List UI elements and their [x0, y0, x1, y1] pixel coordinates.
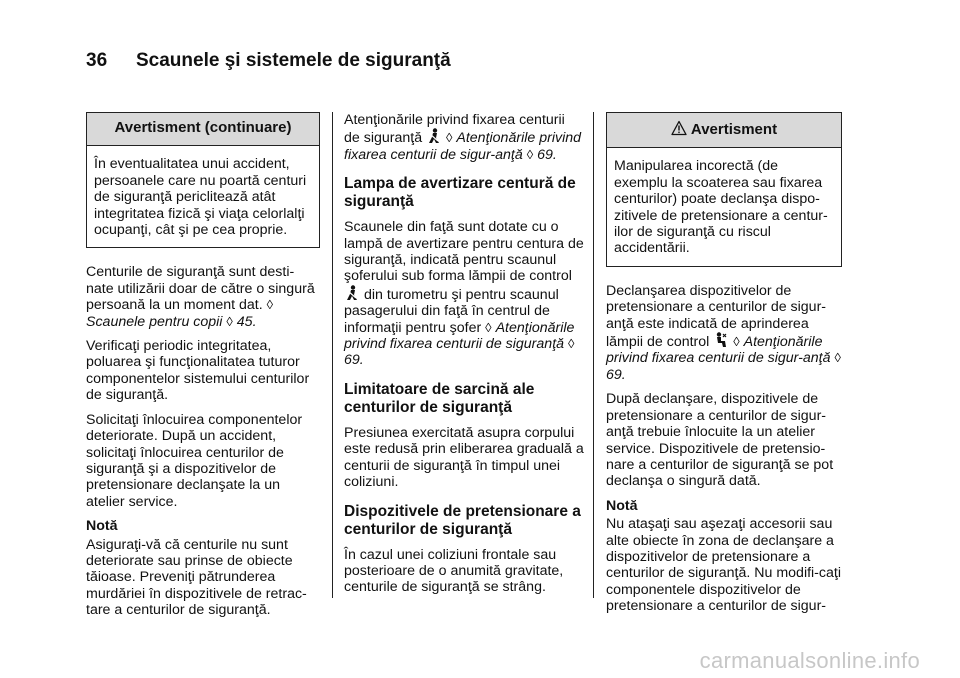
cross-reference-link[interactable]: Scaunele pentru copii [86, 313, 223, 330]
reference-icon: ◊ [733, 334, 740, 350]
paragraph: Declanşarea dispozitivelor de pretensionare a centurilor de sigur-anţă este indicată de aprinderea lămpii de control ◊ Atenţionările privind fixarea centurii de sigur-anţă ◊ 69. [606, 282, 841, 383]
note-text: Asiguraţi-vă că centurile nu sunt deteriorate sau prinse de obiecte tăioase. Preveniţi pătrunderea murdăriei în dispozitivele de retrac-tare a centurilor de siguranţă. [86, 536, 307, 619]
reference-icon: ◊ [526, 146, 534, 162]
reference-icon: ◊ [446, 130, 453, 146]
page-header [86, 50, 451, 72]
warning-title: Avertisment (continuare) [87, 113, 319, 146]
reference-icon: ◊ [485, 319, 492, 335]
warning-box-continued [86, 112, 320, 248]
note-label: Notă [86, 518, 118, 535]
paragraph: Centurile de siguranţă sunt desti-nate utilizării doar de către o singură persoană la un moment dat. ◊ Scaunele pentru copii ◊ 45. [86, 264, 315, 330]
page-reference[interactable]: 69 [537, 146, 553, 163]
section-heading: Lampa de avertizare centură de siguranţă [344, 175, 576, 211]
warning-box [606, 112, 842, 267]
column-divider [593, 112, 594, 598]
seatbelt-reminder-icon [428, 128, 440, 144]
paragraph: Scaunele din faţă sunt dotate cu o lampă de avertizare pentru centura de siguranţă, indicată pentru scaunul şoferului sub forma lămpii de control din turometru şi pentru scaunul pasagerului din faţă în centrul de informaţii pentru şofer ◊ Atenţionările privind fixarea centurii de siguranţă ◊ 69. [344, 219, 584, 369]
page-reference[interactable]: 69 [344, 352, 360, 369]
column-divider [332, 112, 333, 598]
reference-icon: ◊ [567, 336, 575, 352]
reference-icon: ◊ [266, 297, 274, 313]
reference-icon: ◊ [226, 313, 233, 329]
note-label: Notă [606, 497, 638, 514]
warning-header [607, 113, 841, 148]
cross-reference-link[interactable]: Atenţionările privind fixarea centurii de siguranţă [344, 319, 575, 353]
section-heading: Dispozitivele de pretensionare a centurilor de siguranţă [344, 502, 581, 538]
paragraph: Verificaţi periodic integritatea, poluarea şi funcţionalitatea tuturor componentelor sistemului centurilor de siguranţă. [86, 338, 310, 404]
column-1 [86, 112, 320, 627]
paragraph: După declanşare, dispozitivele de pretensionare a centurilor de sigur-anţă trebuie înlocuite la un atelier service. Dispozitivele de pretensio-nare a centurilor de siguranţă se pot declanşa o singură dată. [606, 391, 834, 490]
page-number: 36 [86, 50, 108, 71]
paragraph: Atenţionările privind fixarea centurii de siguranţă ◊ Atenţionările privind fixarea centurii de sigur-anţă ◊ 69. [344, 112, 581, 163]
reference-icon: ◊ [834, 350, 841, 366]
page-reference[interactable]: 69 [606, 366, 622, 383]
section-heading: Limitatoare de sarcină ale centurilor de siguranţă [344, 380, 535, 416]
page-reference[interactable]: 45 [236, 313, 253, 330]
paragraph: Presiunea exercitată asupra corpului este redusă prin eliberarea graduală a centurii de siguranţă în timpul unei coliziuni. [344, 424, 584, 491]
paragraph: Solicitaţi înlocuirea componentelor deteriorate. După un accident, solicitaţi înlocuirea centurilor de siguranţă şi a dispozitivelor de pretensionare declanşate la un atelier service. [86, 411, 303, 510]
cross-reference-link[interactable]: Atenţionările privind fixarea centurii de sigur-anţă [344, 130, 581, 163]
watermark: carmanualsonline.info [699, 648, 920, 673]
warning-triangle-icon [671, 120, 687, 136]
cross-reference-link[interactable]: Atenţionările privind fixarea centurii de sigur-anţă [606, 334, 831, 367]
seatbelt-reminder-icon [346, 285, 358, 301]
column-3 [606, 112, 842, 623]
warning-title: Avertisment [690, 121, 778, 138]
pretensioner-warning-icon [715, 332, 727, 348]
warning-text: Manipularea incorectă (de exemplu la scoaterea sau fixarea centurilor) poate declanşa dispo-zitivele de pretensionare a centur-ilor de siguranţă cu riscul accidentării. [614, 158, 828, 257]
warning-text: În eventualitatea unui accident, persoanele care nu poartă centuri de siguranţă periclitează atât integritatea fizică şi viaţa celorlalţi ocupanţi, cât şi pe cea proprie. [94, 156, 307, 239]
column-2 [344, 112, 584, 604]
note-text: Nu ataşaţi sau aşezaţi accesorii sau alte obiecte în zona de declanşare a dispozitivelor de pretensionare a centurilor de siguranţă. Nu modifi-caţi componentele dispozitivelor de pretensionare a centurilor de sigur- [606, 516, 841, 615]
paragraph: În cazul unei coliziuni frontale sau posterioare de o anumită gravitate, centurile de siguranţă se strâng. [344, 546, 564, 596]
page-title: Scaunele şi sistemele de siguranţă [136, 50, 451, 71]
